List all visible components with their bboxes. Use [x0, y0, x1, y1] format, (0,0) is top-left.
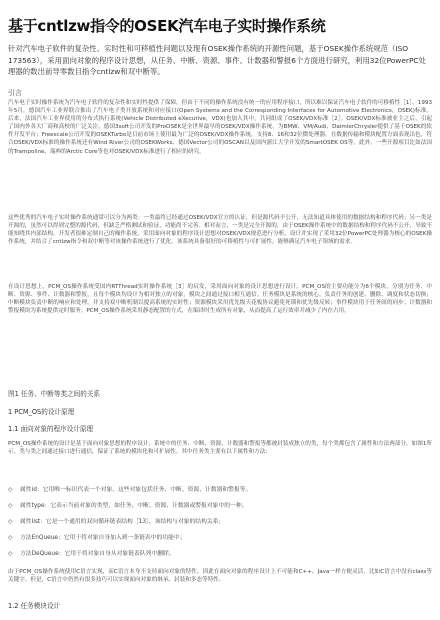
- list-item: ◇ 属性type：它表示当前对象的类型，如任务、中断、资源、计数器或警报对象中的一种。: [8, 503, 248, 509]
- section-heading-1-1: 1.1 面向对象的程序设计原理: [8, 425, 94, 433]
- intro-paragraph-1: 汽车电子实时操作系统为汽车电子软件的复杂性和实时性提供了保障，但由于不同的操作系统没有统一的应用程序接口，所以难以保证汽车电子软件的可移植性［1］。1993年5月，德国汽车工业界联合推出了汽车电子类开放系统和对应接口(Open Systems and the Corresponding Interfaces for Automotive Electronics，OSEK)标准。后来，法国汽车工业界使用的分布式执行系统(Vehicle Distributed eXecutive，VDX)也加入其中，共同组成了OSEK/VDX标准［2］。OSEK/VDX标准被业主之后，引起了国内外各大厂商和高校的广泛关注。德国3soft公司开发的ProOSEK是全世界最早的OSEK/VDX操作系统，为BMW、VM/Audi、DaimlerChrysler提供了基于OSEK的软件开发平台；Freescale公司开发的OSEKTurbo是目前市场上使用最为广泛的OSEK/VDX操作系统，支持8、16和32位微处理器，在数据传输和模块配置方面表现出色，符合OSEK/VDX标准的操作系统还有Wind River公司的OSEKWorks、德国Vector公司的OSCAN以及国内浙江大学开发的SmartOSEK OS等。此外，一些开源项目比如法国的Trampoline、瑞典的Arctic Core等也对OSEK/VDX标准进行了相应的研究。: [8, 100, 432, 155]
- paper-title: 基于cntlzw指令的OSEK汽车电子实时操作系统: [8, 17, 326, 35]
- section-heading-1-2: 1.2 任务模块设计: [8, 602, 61, 610]
- figure-caption: 图1 任务、中断等类之间的关系: [8, 390, 101, 398]
- abstract: 针对汽车电子软件的复杂性、实时性和可移植性问题以及现有OSEK操作系统的开源性问题，基于OSEK操作系统规范（ISO 173563），采用面向对象的程序设计思想，从任务、中断、资源、事件、计数器和警报6个方面进行研究，利用32位PowerPC处理器的数出前导零数目指令cntlzw和双中断等。: [8, 44, 426, 77]
- paragraph-1-1: PCM_OS操作系统的设计是基于面向对象思想的程序设计，系统中的任务、中断、资源、计数器和警报等都被封装成独立的类，每个类都包含了属性和方法两部分，如图1所示。类与类之间通过接口进行通信，保证了系统的模块化和可扩展性。其中任务类主要有以下属性和方法：: [8, 441, 432, 456]
- section-heading-1: 1 PCM_OS的设计原理: [8, 408, 75, 416]
- list-item: ◇ 属性list：它是一个通用的双向循环链表结构［13］，该结构与对象的结构关系；: [8, 519, 225, 525]
- list-item: ◇ 方法DeQueue：它用于将对象自身从对象链表队列中删除。: [8, 551, 175, 557]
- paragraph-1-1-cont: 由于PCM_OS操作系统使用C语言实现，而C语言本身不支持面向对象的特性，因此在面向对象的程序设计上不可能和C++、Java一样方便灵活，比如C语言中没有class等关键字。但是，C语言中仍然有很多技巧可以实现面向对象的继承、封装和多态等特性。: [8, 569, 432, 584]
- intro-paragraph-2: 这些优秀的汽车电子实时操作系统通常可以分为两类：一类最终已经通过OSEK/VDX官方的认证，但是源代码不公开，无法知道具体使用的数据结构和程序代码；另一类是开源的，虽然可以得到完整的源代码，但缺乏严格测试和验证，功能尚不完善。相对而言，一类是完全开源的，由于OSEK操作系统中的数据结构和程序代码不公开，导致不能知晓其内部结构，开发者很难定制自己的操作系统。采用面向对象的程序设计思想对OSEK/VDX规范进行分析，设计并实现了采用32位PowerPC处理器为核心的OSEK操作系统，并结合了cntlzw指令和双中断等对该操作系统进行了优化。该系统具备很好的可移植性与可扩展性，能够满足汽车电子领域的需求。: [8, 215, 432, 246]
- list-item: ◇ 属性id：它用唯一标识代表一个对象，这些对象包括任务、中断、资源、计数器和警报等。: [8, 487, 252, 493]
- list-item: ◇ 方法EnQueue：它用于将对象自身加入到一条链表中的功能中；: [8, 535, 186, 541]
- intro-paragraph-3: 在设计思想上，PCM_OS操作系统受国内RTThread实时操作系统［3］的启发，采用面向对象的设计思想进行设计。PCM_OS的主要功能分为6个模块，分别为任务、中断、资源、事件、计数器和警报，且每个模块均设计为相对独立的对象，模块之间通过接口相互通信。任务模块是系统的核心，负责任务的创建、删除、调度和状态切换；中断模块负责中断的响应和处理，并支持双中断机制以提高系统的实时性；资源模块采用优先级天花板协议避免死锁和优先级反转；事件模块用于任务间的同步；计数器和警报模块为系统提供定时服务。PCM_OS操作系统采用静态配置的方式，在编译时生成所有对象，从而提高了运行效率并减少了内存占用。: [8, 284, 432, 315]
- section-heading-intro: 引言: [8, 89, 22, 97]
